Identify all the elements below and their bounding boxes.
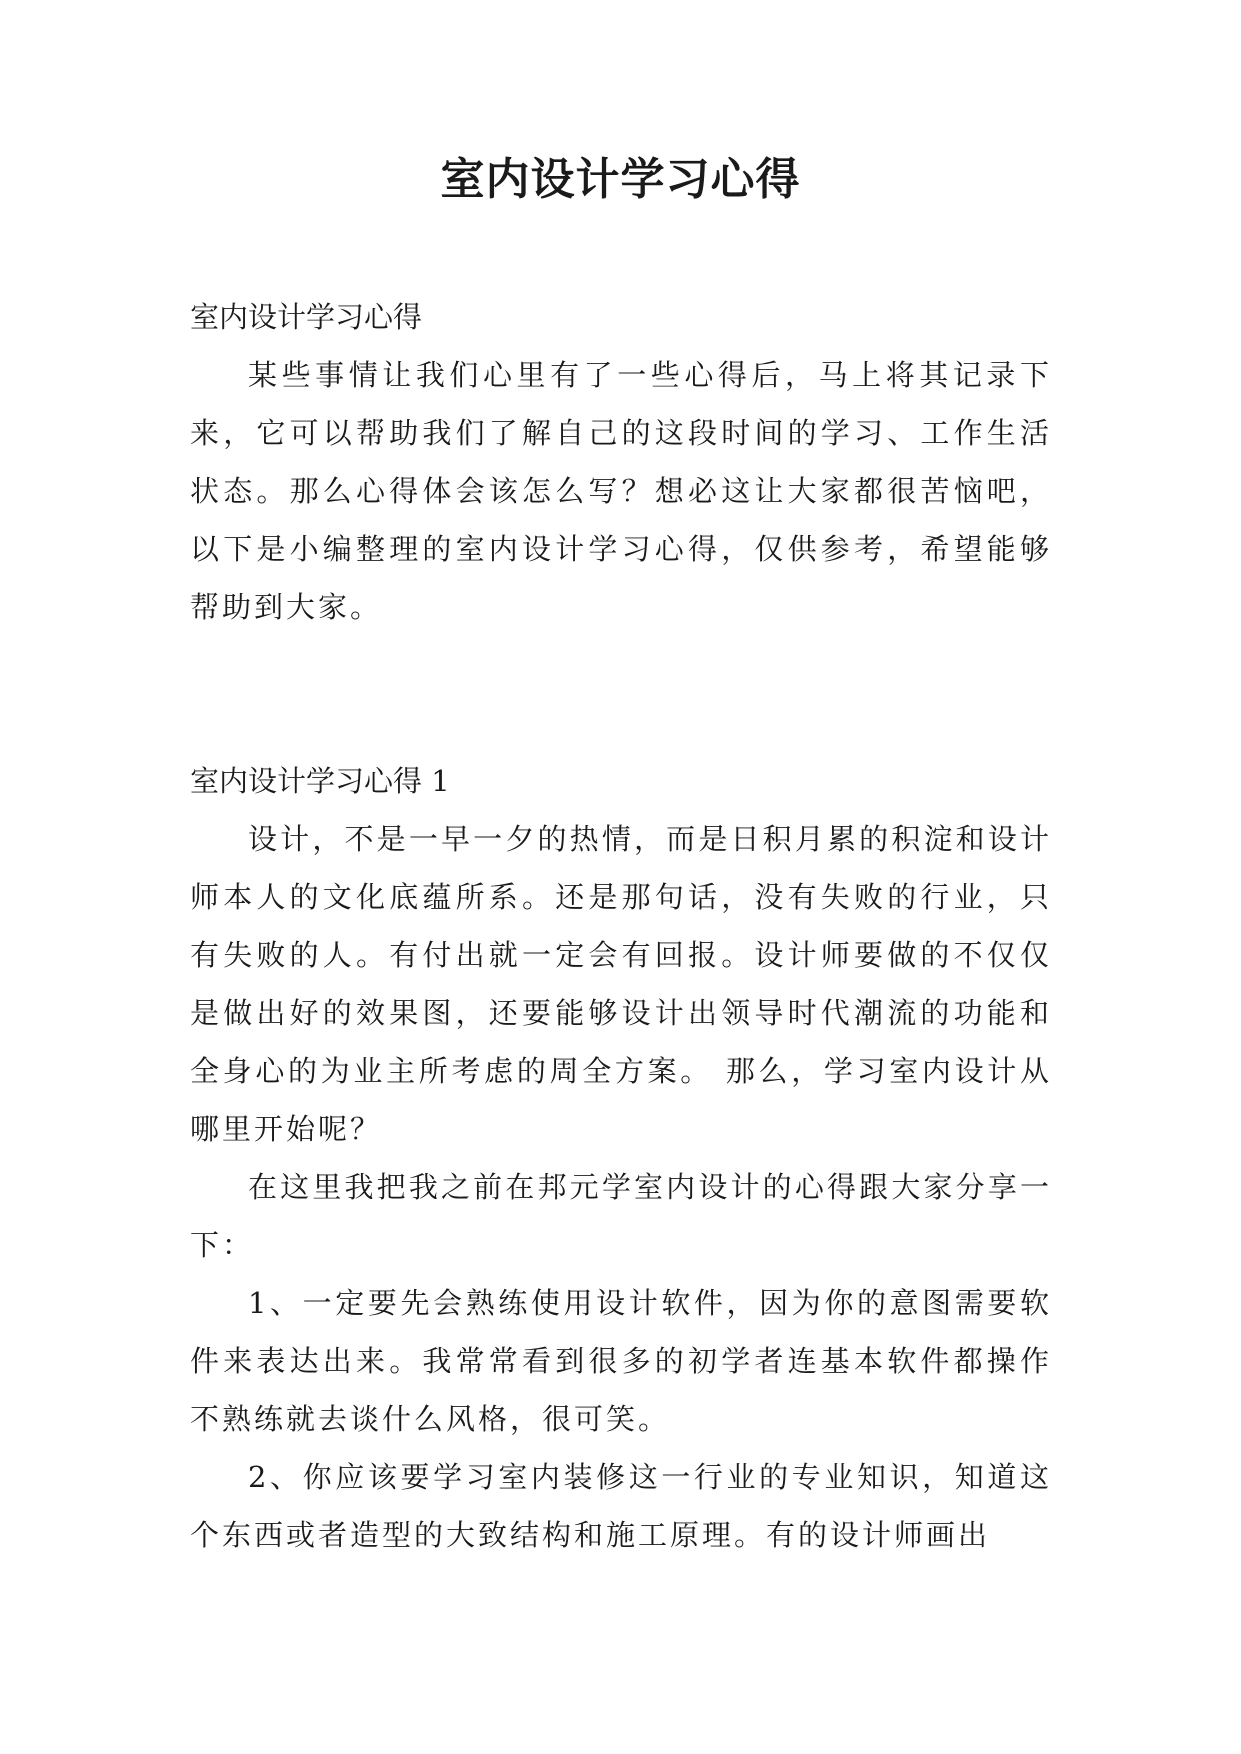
section-gap	[190, 636, 1052, 752]
paragraph: 设计，不是一早一夕的热情，而是日积月累的积淀和设计师本人的文化底蕴所系。还是那句话，没有失败的行业，只有失败的人。有付出就一定会有回报。设计师要做的不仅仅是做出好的效果图，还要能够设计出领导时代潮流的功能和全身心的为业主所考虑的周全方案。 那么，学习室内设计从哪里开始呢？	[190, 822, 1052, 1146]
paragraph: 1、一定要先会熟练使用设计软件，因为你的意图需要软件来表达出来。我常常看到很多的初学者连基本软件都操作不熟练就去谈什么风格，很可笑。	[190, 1286, 1052, 1436]
paragraph: 2、你应该要学习室内装修这一行业的专业知识，知道这个东西或者造型的大致结构和施工原理。有的设计师画出	[190, 1460, 1052, 1552]
paragraph: 某些事情让我们心里有了一些心得后，马上将其记录下来，它可以帮助我们了解自己的这段时间的学习、工作生活状态。那么心得体会该怎么写？想必这让大家都很苦恼吧，以下是小编整理的室内设计学习心得，仅供参考，希望能够帮助到大家。	[190, 358, 1052, 624]
section-heading: 室内设计学习心得	[190, 300, 423, 334]
section-heading: 室内设计学习心得 1	[190, 764, 450, 798]
document-body	[190, 288, 1052, 1564]
document-title: 室内设计学习心得	[440, 154, 801, 205]
paragraph: 在这里我把我之前在邦元学室内设计的心得跟大家分享一下：	[190, 1170, 1052, 1262]
